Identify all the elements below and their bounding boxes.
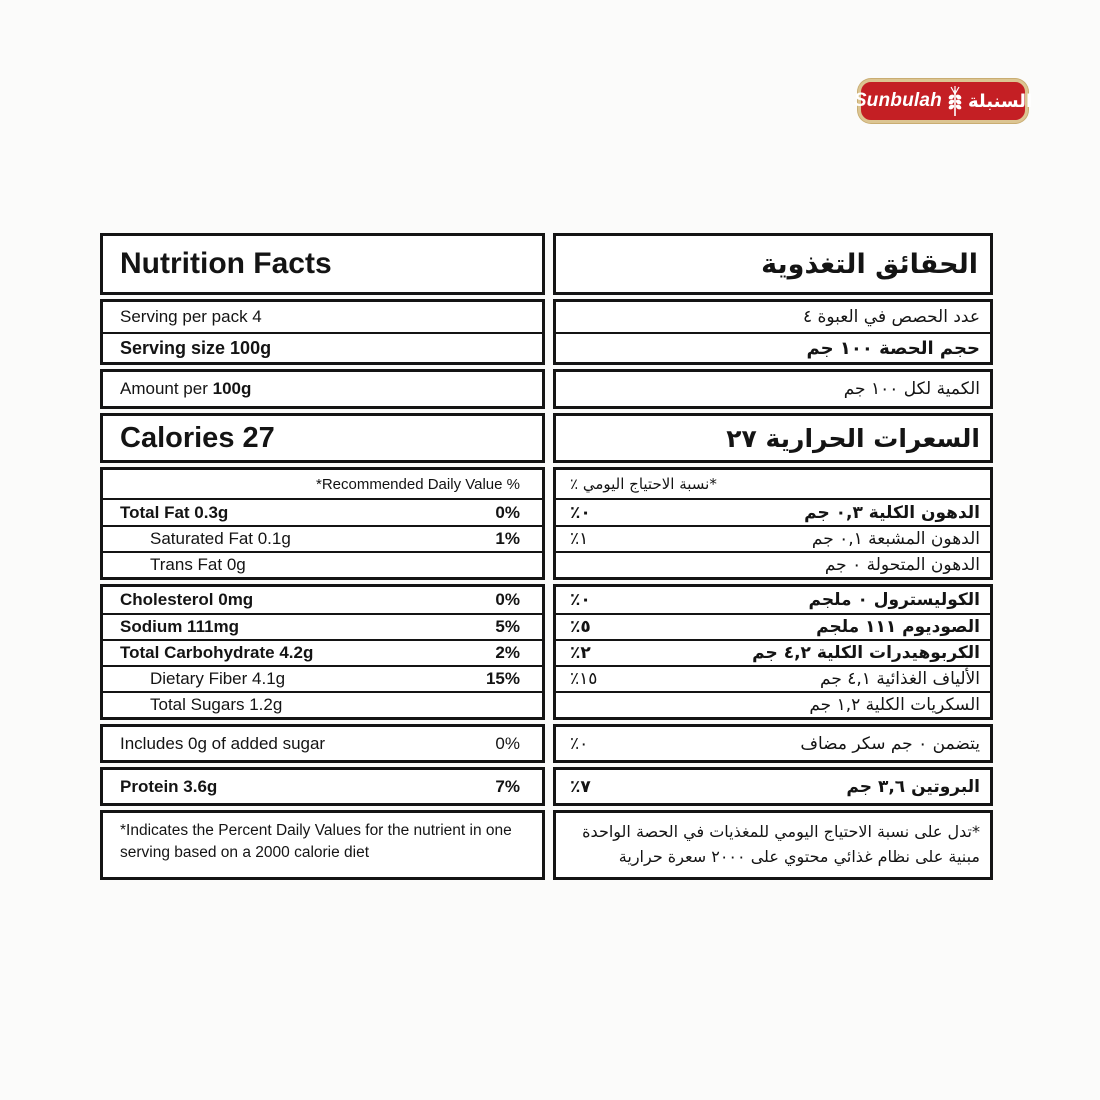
arabic-column bbox=[553, 233, 993, 884]
footnote-box-ar bbox=[553, 810, 993, 880]
total-fat-pct-en: 0% bbox=[495, 502, 520, 522]
header-box-ar bbox=[553, 233, 993, 295]
protein-pct-en: 7% bbox=[495, 776, 520, 796]
daily-value-header-row-ar bbox=[556, 470, 990, 498]
carbohydrate-label-ar: الكربوهيدرات الكلية ٤,٢ جم bbox=[752, 643, 980, 663]
amount-prefix-en: Amount per bbox=[120, 379, 213, 398]
amount-per-label-ar: الكمية لكل ١٠٠ جم bbox=[843, 379, 980, 399]
page-title-en: Nutrition Facts bbox=[120, 247, 332, 280]
serving-box-en bbox=[100, 299, 545, 365]
logo-arabic-text: السنبلة bbox=[967, 90, 1033, 112]
calories-box-ar bbox=[553, 413, 993, 463]
wheat-icon bbox=[947, 86, 963, 116]
cholesterol-pct-ar: ٪٠ bbox=[570, 590, 591, 610]
protein-box-en bbox=[100, 767, 545, 806]
cholesterol-row-ar bbox=[556, 587, 990, 613]
header-box-en bbox=[100, 233, 545, 295]
serving-size-row-ar bbox=[556, 332, 990, 362]
trans-fat-label-en: Trans Fat 0g bbox=[150, 555, 246, 574]
protein-pct-ar: ٪٧ bbox=[570, 776, 591, 797]
amount-box-en bbox=[100, 369, 545, 409]
calories-label-en: Calories 27 bbox=[120, 421, 275, 454]
sugars-label-ar: السكريات الكلية ١,٢ جم bbox=[809, 695, 980, 715]
nutrition-label bbox=[100, 233, 993, 884]
added-sugar-box-ar bbox=[553, 724, 993, 763]
sodium-pct-ar: ٪٥ bbox=[570, 617, 591, 637]
saturated-fat-pct-en: 1% bbox=[495, 529, 520, 548]
added-sugar-pct-ar: ٪٠ bbox=[570, 733, 589, 754]
added-sugar-label-en: Includes 0g of added sugar bbox=[120, 733, 326, 753]
amount-box-ar bbox=[553, 369, 993, 409]
saturated-fat-label-ar: الدهون المشبعة ٠,١ جم bbox=[811, 529, 980, 549]
footnote-text-ar: *تدل على نسبة الاحتياج اليومي للمغذيات في الحصة الواحدة مبنية على نظام غذائي محتوي على ٢٠٠٠ سعرة حرارية bbox=[582, 822, 980, 866]
serving-size-label-ar: حجم الحصة ١٠٠ جم bbox=[806, 337, 980, 359]
sodium-label-ar: الصوديوم ١١١ ملجم bbox=[816, 617, 980, 637]
carbohydrate-pct-ar: ٪٢ bbox=[570, 643, 591, 663]
logo-latin-text: Sunbulah bbox=[853, 90, 942, 111]
saturated-fat-label-en: Saturated Fat 0.1g bbox=[150, 529, 291, 548]
sugars-row-ar bbox=[556, 691, 990, 717]
cholesterol-label-en: Cholesterol 0mg bbox=[120, 590, 254, 609]
total-fat-pct-ar: ٪٠ bbox=[570, 502, 591, 523]
fiber-pct-ar: ٪١٥ bbox=[570, 669, 598, 689]
footnote-text-en: *Indicates the Percent Daily Values for the nutrient in one serving based on a 2000 calorie diet bbox=[120, 822, 512, 862]
sugars-label-en: Total Sugars 1.2g bbox=[150, 695, 283, 714]
amount-per-label-en bbox=[120, 379, 251, 399]
cholesterol-label-ar: الكوليسترول ٠ ملجم bbox=[808, 590, 980, 610]
fiber-label-en: Dietary Fiber 4.1g bbox=[150, 669, 286, 688]
calories-row-en bbox=[103, 416, 542, 460]
trans-fat-row-ar bbox=[556, 551, 990, 577]
page-title-ar: الحقائق التغذوية bbox=[761, 248, 978, 280]
serving-per-pack-label-en: Serving per pack 4 bbox=[120, 307, 262, 326]
footnote-row-ar bbox=[556, 813, 990, 877]
protein-box-ar bbox=[553, 767, 993, 806]
added-sugar-row-en bbox=[103, 727, 542, 760]
cholesterol-pct-en: 0% bbox=[495, 590, 520, 609]
english-column bbox=[100, 233, 545, 884]
serving-size-label-en: Serving size 100g bbox=[120, 337, 272, 358]
total-fat-label-ar: الدهون الكلية ٠,٣ جم bbox=[804, 502, 980, 523]
serving-size-row-en bbox=[103, 332, 542, 362]
calories-row-ar bbox=[556, 416, 990, 460]
added-sugar-box-en bbox=[100, 724, 545, 763]
amount-per-row-en bbox=[103, 372, 542, 406]
footnote-box-en bbox=[100, 810, 545, 880]
fat-box-ar bbox=[553, 467, 993, 580]
protein-label-en: Protein 3.6g bbox=[120, 776, 218, 796]
fiber-pct-en: 15% bbox=[485, 669, 520, 688]
total-fat-label-en: Total Fat 0.3g bbox=[120, 502, 229, 522]
carbohydrate-row-en bbox=[103, 639, 542, 665]
carbohydrate-label-en: Total Carbohydrate 4.2g bbox=[120, 643, 314, 662]
serving-per-pack-row-en bbox=[103, 302, 542, 332]
carbohydrate-pct-en: 2% bbox=[495, 643, 520, 662]
saturated-fat-row-en bbox=[103, 525, 542, 551]
sodium-row-ar bbox=[556, 613, 990, 639]
sodium-row-en bbox=[103, 613, 542, 639]
sodium-label-en: Sodium 111mg bbox=[120, 617, 240, 636]
amount-value-en: 100g bbox=[212, 379, 252, 398]
total-fat-row-en bbox=[103, 498, 542, 525]
main-nutrients-box-ar bbox=[553, 584, 993, 720]
protein-label-ar: البروتين ٣,٦ جم bbox=[846, 776, 980, 797]
protein-row-en bbox=[103, 770, 542, 803]
serving-box-ar bbox=[553, 299, 993, 365]
main-nutrients-box-en bbox=[100, 584, 545, 720]
daily-value-header-row-en bbox=[103, 470, 542, 498]
fiber-row-ar bbox=[556, 665, 990, 691]
saturated-fat-row-ar bbox=[556, 525, 990, 551]
serving-per-pack-label-ar: عدد الحصص في العبوة ٤ bbox=[802, 307, 980, 327]
daily-value-header-ar: *نسبة الاحتياج اليومي ٪ bbox=[570, 475, 717, 493]
calories-box-en bbox=[100, 413, 545, 463]
sunbulah-logo bbox=[853, 79, 1033, 123]
calories-label-ar: السعرات الحرارية ٢٧ bbox=[726, 423, 980, 453]
amount-per-row-ar bbox=[556, 372, 990, 406]
fiber-label-ar: الألياف الغذائية ٤,١ جم bbox=[820, 669, 980, 689]
total-fat-row-ar bbox=[556, 498, 990, 525]
cholesterol-row-en bbox=[103, 587, 542, 613]
trans-fat-label-ar: الدهون المتحولة ٠ جم bbox=[824, 555, 980, 575]
added-sugar-pct-en: 0% bbox=[495, 733, 520, 753]
trans-fat-row-en bbox=[103, 551, 542, 577]
sugars-row-en bbox=[103, 691, 542, 717]
added-sugar-row-ar bbox=[556, 727, 990, 760]
carbohydrate-row-ar bbox=[556, 639, 990, 665]
saturated-fat-pct-ar: ٪١ bbox=[570, 529, 589, 549]
fat-box-en bbox=[100, 467, 545, 580]
daily-value-header-en: *Recommended Daily Value % bbox=[316, 475, 520, 493]
serving-per-pack-row-ar bbox=[556, 302, 990, 332]
fiber-row-en bbox=[103, 665, 542, 691]
protein-row-ar bbox=[556, 770, 990, 803]
sodium-pct-en: 5% bbox=[495, 617, 520, 636]
added-sugar-label-ar: يتضمن ٠ جم سكر مضاف bbox=[800, 733, 980, 754]
footnote-row-en bbox=[103, 813, 542, 877]
